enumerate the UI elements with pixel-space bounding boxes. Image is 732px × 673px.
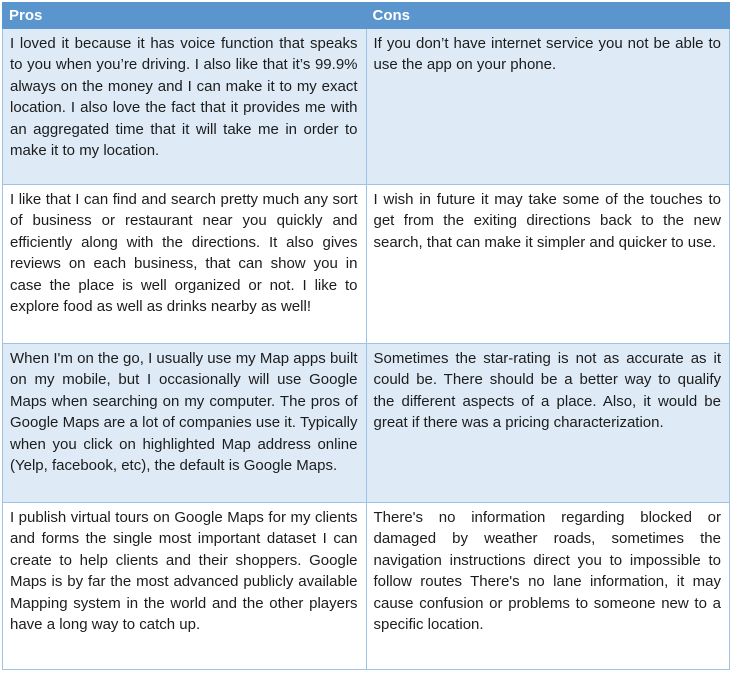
- cons-cell: I wish in future it may take some of the touches to get from the exiting directions back to the new search, that can make it simpler and quicker to use.: [366, 185, 730, 344]
- header-row: [3, 3, 730, 29]
- table-row: [3, 503, 730, 670]
- pros-cell: When I'm on the go, I usually use my Map apps built on my mobile, but I occasionally will use Google Maps when searching on my computer. The pros of Google Maps are a lot of companies use it. Typically when you click on highlighted Map address online (Yelp, facebook, etc), the default is Google Maps.: [3, 344, 367, 503]
- table-row: [3, 344, 730, 503]
- pros-cell: I like that I can find and search pretty much any sort of business or restaurant near you quickly and efficiently along with the directions. It also gives reviews on each business, that can show you in case the place is well organized or not. I like to explore food as well as drinks nearby as well!: [3, 185, 367, 344]
- cons-cell: There's no information regarding blocked or damaged by weather roads, sometimes the navigation instructions direct you to impossible to follow routes There's no lane information, it may cause confusion or problems to someone new to a specific location.: [366, 503, 730, 670]
- cons-cell: Sometimes the star-rating is not as accurate as it could be. There should be a better way to qualify the different aspects of a place. Also, it would be great if there was a pricing characterization.: [366, 344, 730, 503]
- table-row: [3, 29, 730, 185]
- pros-cell: I loved it because it has voice function that speaks to you when you’re driving. I also like that it’s 99.9% always on the money and I can make it to my exact location. I also love the fact that it provides me with an aggregated time that it will take me in order to make it to my location.: [3, 29, 367, 185]
- cons-cell: If you don’t have internet service you not be able to use the app on your phone.: [366, 29, 730, 185]
- pros-cell: I publish virtual tours on Google Maps for my clients and forms the single most important dataset I can create to help clients and their shoppers. Google Maps is by far the most advanced publicly available Mapping system in the world and the other players have a long way to catch up.: [3, 503, 367, 670]
- cons-column-header: Cons: [366, 3, 730, 29]
- table-row: [3, 185, 730, 344]
- pros-column-header: Pros: [3, 3, 367, 29]
- pros-cons-table: [2, 2, 730, 670]
